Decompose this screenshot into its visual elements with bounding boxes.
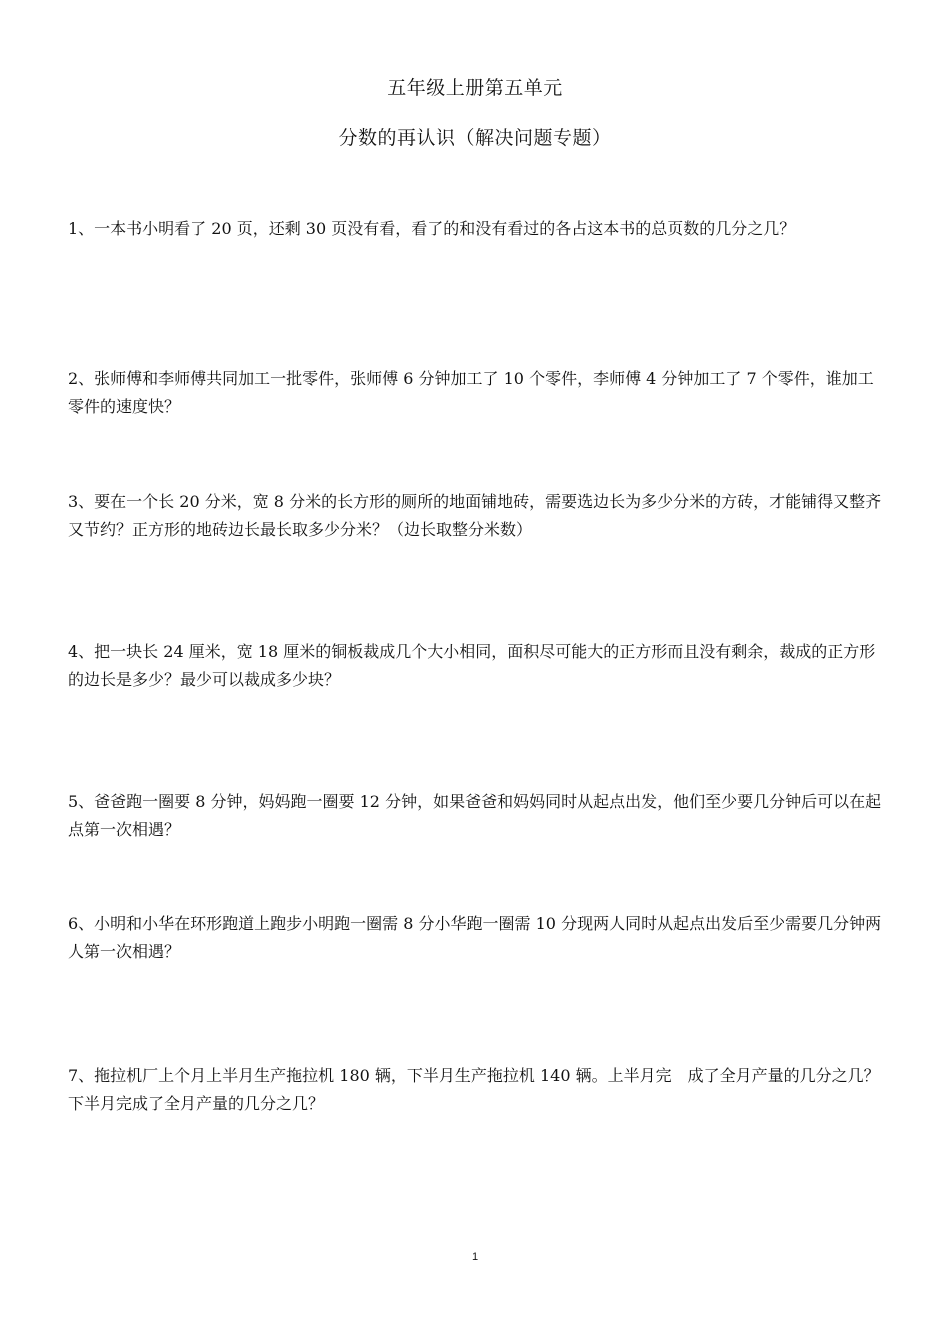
question-6: 6、小明和小华在环形跑道上跑步小明跑一圈需 8 分小华跑一圈需 10 分现两人同时从起点出发后至少需要几分钟两人第一次相遇？ xyxy=(68,914,882,961)
page-number: 1 xyxy=(471,1251,479,1263)
question-4: 4、把一块长 24 厘米，宽 18 厘米的铜板裁成几个大小相同，面积尽可能大的正方形而且没有剩余，裁成的正方形的边长是多少？最少可以裁成多少块？ xyxy=(68,642,876,689)
question-2: 2、张师傅和李师傅共同加工一批零件，张师傅 6 分钟加工了 10 个零件，李师傅 4 分钟加工了 7 个零件，谁加工零件的速度快？ xyxy=(68,369,874,416)
question-7: 7、拖拉机厂上个月上半月生产拖拉机 180 辆，下半月生产拖拉机 140 辆。上半月完 成了全月产量的几分之几？下半月完成了全月产量的几分之几？ xyxy=(68,1066,880,1113)
document-title: 五年级上册第五单元 xyxy=(387,77,563,99)
question-5: 5、爸爸跑一圈要 8 分钟，妈妈跑一圈要 12 分钟，如果爸爸和妈妈同时从起点出发，他们至少要几分钟后可以在起点第一次相遇？ xyxy=(68,792,882,839)
question-1: 1、一本书小明看了 20 页，还剩 30 页没有看，看了的和没有看过的各占这本书的总页数的几分之几？ xyxy=(68,219,796,238)
question-3: 3、要在一个长 20 分米，宽 8 分米的长方形的厕所的地面铺地砖，需要选边长为多少分米的方砖，才能铺得又整齐又节约？正方形的地砖边长最长取多少分米？（边长取整分米数） xyxy=(68,492,882,539)
document-subtitle: 分数的再认识（解决问题专题） xyxy=(338,127,612,149)
